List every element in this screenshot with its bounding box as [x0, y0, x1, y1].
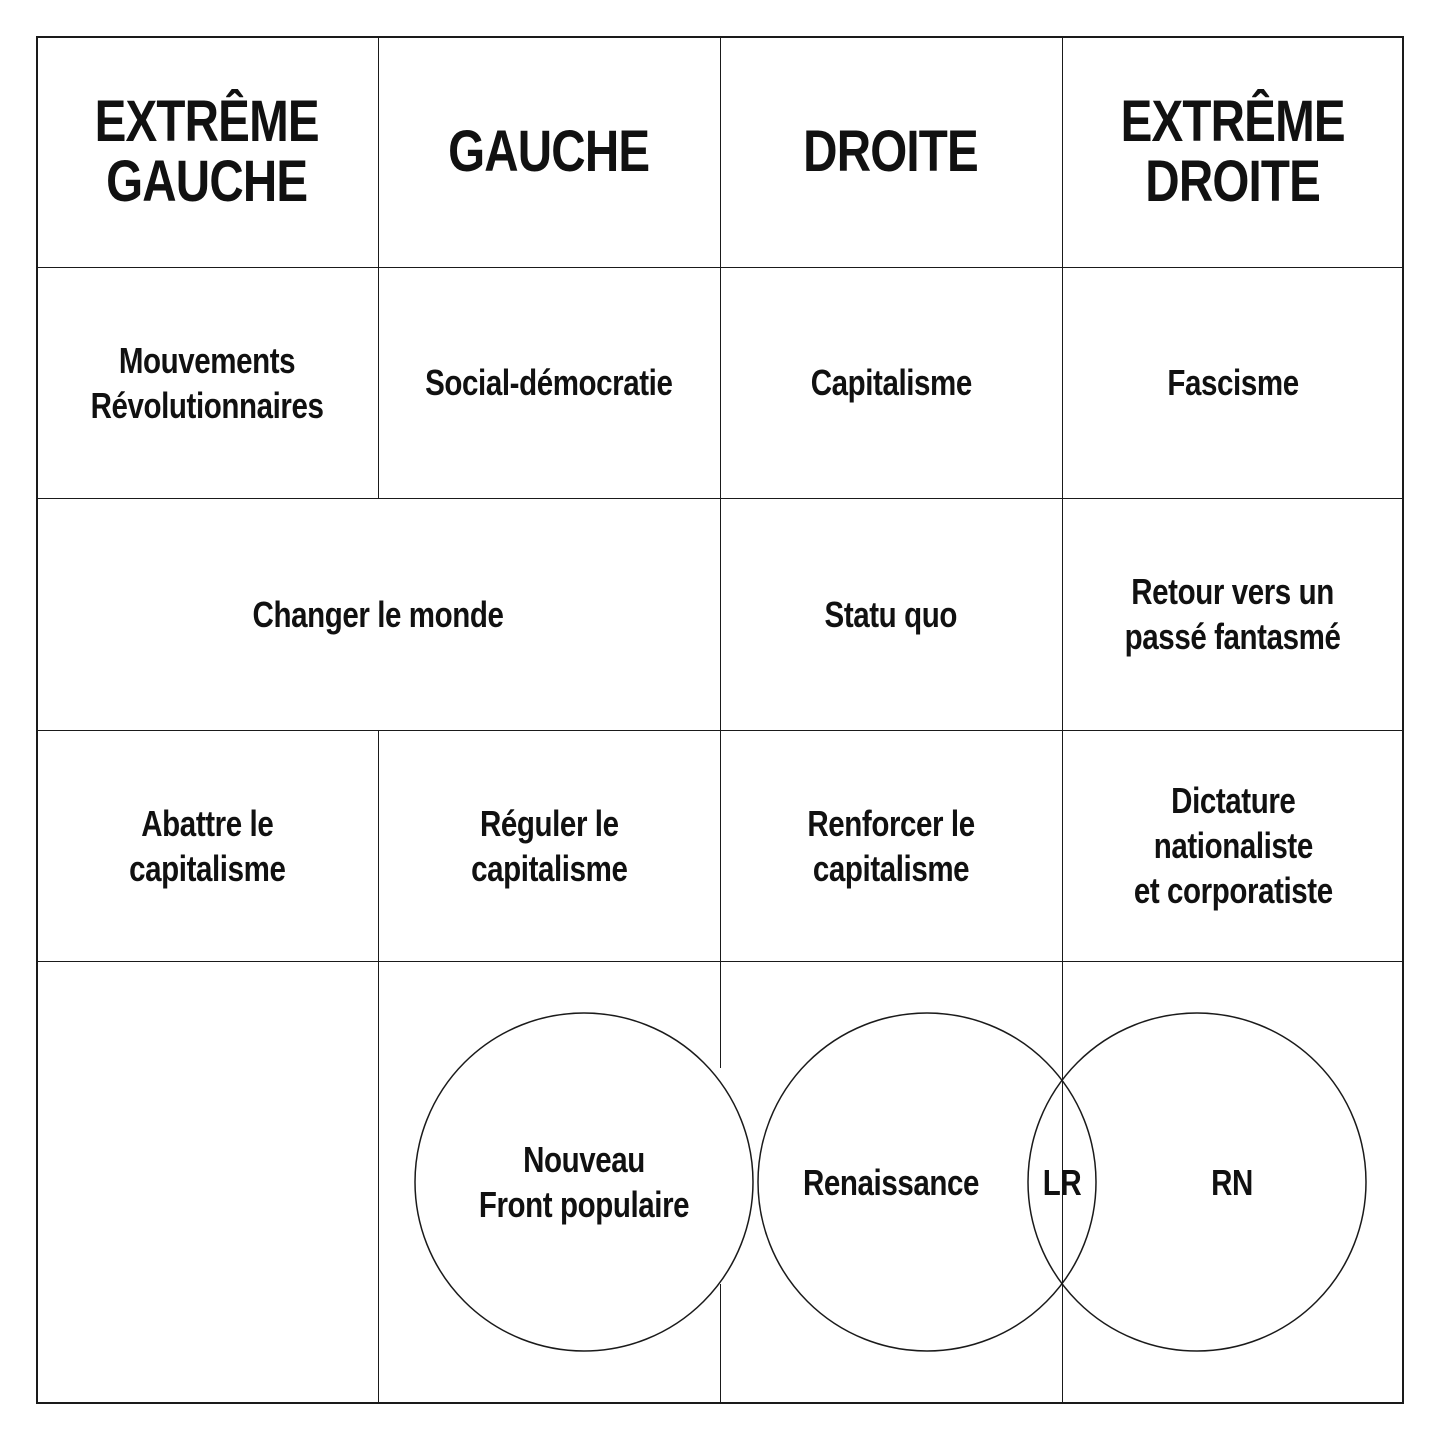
party-renaissance: Renaissance [802, 1161, 979, 1203]
goal-left: Changer le monde [252, 593, 504, 635]
party-nfp: Nouveau Front populaire [478, 1139, 690, 1225]
economy-extreme-gauche: Abattre le capitalisme [128, 802, 286, 889]
header-gauche: GAUCHE [448, 118, 650, 184]
ideology-extreme-gauche: Mouvements Révolutionnaires [90, 339, 324, 426]
party-lr: LR [1042, 1161, 1082, 1203]
goal-right: Statu quo [824, 593, 958, 635]
economy-gauche: Réguler le capitalisme [470, 802, 628, 889]
ideology-droite: Capitalisme [810, 362, 972, 403]
header-droite: DROITE [803, 118, 979, 184]
political-spectrum-grid [36, 36, 1404, 1404]
header-extreme-droite: EXTRÊME DROITE [1120, 88, 1346, 214]
header-extreme-gauche: EXTRÊME GAUCHE [94, 88, 320, 214]
economy-extreme-droite: Dictature nationaliste et corporatiste [1133, 780, 1333, 911]
ideology-gauche: Social-démocratie [425, 362, 673, 403]
goal-far-right: Retour vers un passé fantasmé [1125, 571, 1341, 657]
party-rn: RN [1211, 1161, 1253, 1203]
ideology-extreme-droite: Fascisme [1167, 362, 1299, 403]
economy-droite: Renforcer le capitalisme [807, 802, 975, 889]
